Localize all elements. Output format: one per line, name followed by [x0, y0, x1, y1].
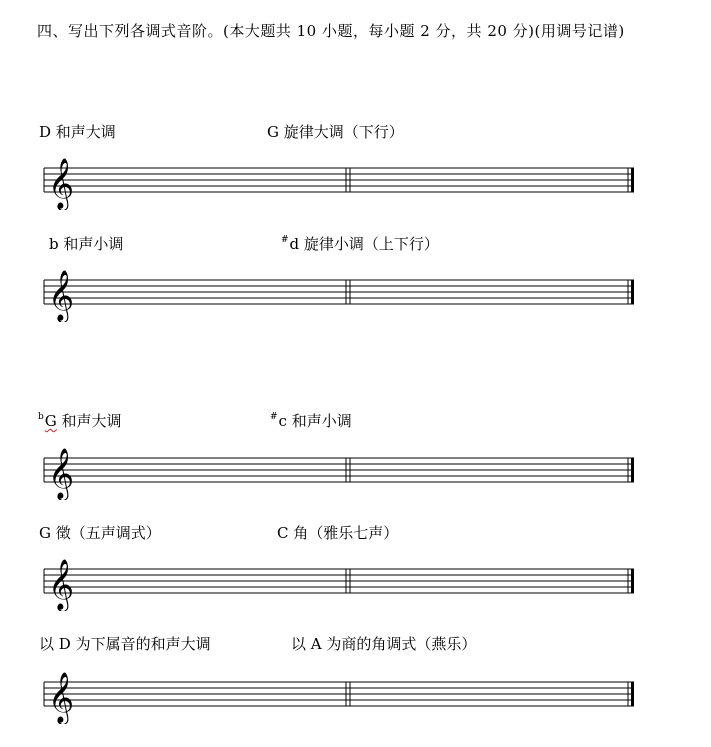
treble-clef-icon: 𝄞: [48, 270, 75, 321]
scale-label-4-right: C 角（雅乐七声）: [277, 524, 399, 542]
scale-label-3-left: $^b$G 和声大调: [38, 412, 122, 430]
scale-label-4-left: G 徵（五声调式）: [39, 524, 161, 542]
question-title: 四、写出下列各调式音阶。(本大题共 10 小题，每小题 2 分，共 20 分)(用调号记谱): [37, 22, 625, 40]
scale-label-1-right: G 旋律大调（下行）: [267, 123, 404, 141]
music-staff-5[interactable]: [40, 664, 640, 724]
treble-clef-icon: 𝄞: [48, 448, 75, 499]
treble-clef-icon: 𝄞: [48, 559, 75, 610]
scale-label-3-right: #c 和声小调: [270, 412, 352, 430]
scale-label-2-right: #d 旋律小调（上下行）: [281, 235, 439, 253]
scale-label-1-left: D 和声大调: [39, 123, 116, 141]
scale-label-5-right: 以 A 为商的角调式（燕乐）: [291, 635, 477, 653]
music-staff-1[interactable]: [40, 150, 640, 210]
music-staff-3[interactable]: [40, 440, 640, 500]
scale-label-5-left: 以 D 为下属音的和声大调: [39, 635, 211, 653]
scale-label-2-left: b 和声小调: [49, 235, 124, 253]
treble-clef-icon: 𝄞: [48, 158, 75, 209]
treble-clef-icon: 𝄞: [48, 672, 75, 723]
music-staff-2[interactable]: [40, 262, 640, 322]
music-staff-4[interactable]: [40, 551, 640, 611]
